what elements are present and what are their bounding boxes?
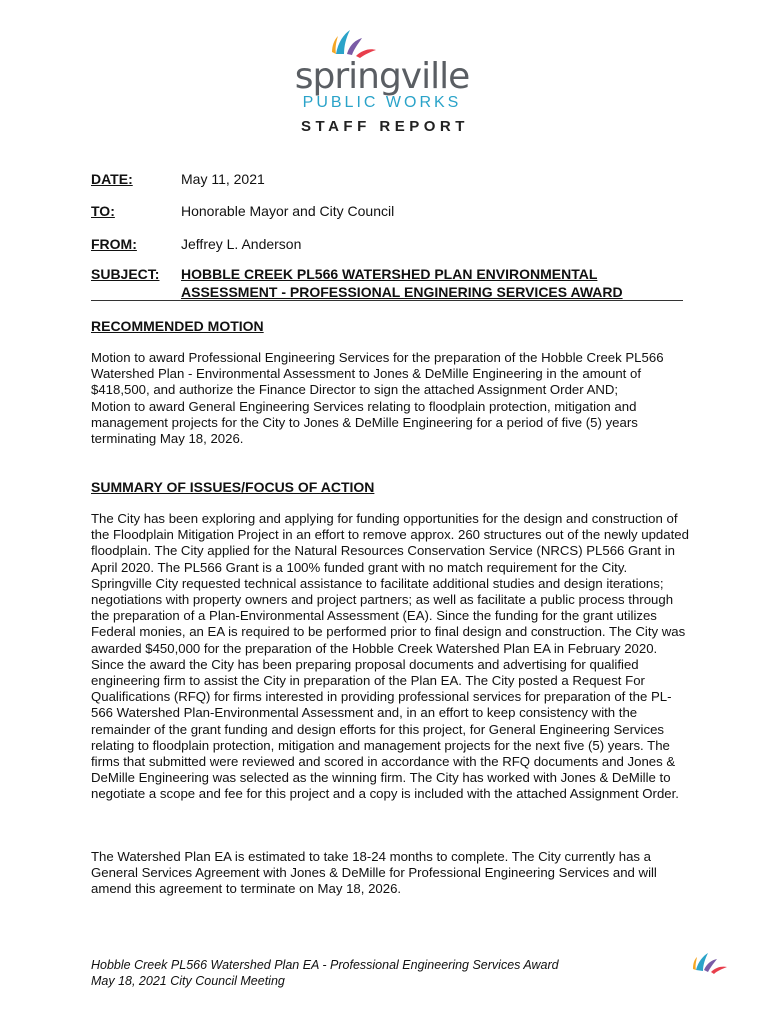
to-label: TO: <box>91 203 115 219</box>
subject-label: SUBJECT: <box>91 266 160 282</box>
header-divider <box>91 300 683 301</box>
logo-subtitle: PUBLIC WORKS <box>302 94 462 111</box>
subject-value <box>181 265 651 301</box>
from-value: Jeffrey L. Anderson <box>181 236 302 252</box>
subject-line-1: HOBBLE CREEK PL566 WATERSHED PLAN ENVIRONMENTAL <box>181 266 598 282</box>
springville-logo <box>292 24 482 114</box>
summary-paragraph-2: The Watershed Plan EA is estimated to take 18-24 months to complete. The City currently has a General Services Agreement with Jones & DeMille for Professional Engineering Services and will amend this agreement to terminate on May 18, 2026. <box>91 849 657 897</box>
summary-paragraph-1: The City has been exploring and applying for funding opportunities for the design and construction of the Floodplain Mitigation Project in an effort to remove approx. 260 structures out of the newly updated floodplain. The City applied for the Natural Resources Conservation Service (NRCS) PL566 Grant in April 2020. The PL566 Grant is a 100% funded grant with no match requirement for the City. Springville City requested technical assistance to facilitate additional studies and design iterations; negotiations with property owners and project partners; as well as facilitate a public process through the preparation of a Plan-Environmental Assessment (EA). Since the funding for the grant utilizes Federal monies, an EA is required to be performed prior to final design and construction. The City was awarded $450,000 for the preparation of the Hobble Creek Watershed Plan EA in February 2020. Since the award the City has been preparing proposal documents and advertising for qualified engineering firm to assist the City in preparation of the Plan EA. The City posted a Request For Qualifications (RFQ) for firms interested in providing professional services for preparation of the PL-566 Watershed Plan-Environmental Assessment and, in an effort to keep consistency with the remainder of the grant funding and design efforts for this project, for General Engineering Services relating to floodplain protection, mitigation and management projects for the next five (5) years. The firms that submitted were reviewed and scored in accordance with the RFQ documents and Jones & DeMille Engineering was selected as the winning firm. The City has worked with Jones & DeMille to negotiate a scope and fee for this project and a copy is included with the attached Assignment Order. <box>91 511 689 802</box>
from-label: FROM: <box>91 236 137 252</box>
footer-line-1: Hobble Creek PL566 Watershed Plan EA - Professional Engineering Services Award <box>91 958 559 972</box>
report-title: STAFF REPORT <box>301 118 469 135</box>
motion-paragraph-1: Motion to award Professional Engineering Services for the preparation of the Hobble Creek PL566 Watershed Plan - Environmental Assessment to Jones & DeMille Engineering in the amount of $418,500, and authorize the Finance Director to sign the attached Assignment Order AND; <box>91 350 664 398</box>
recommended-motion-heading: RECOMMENDED MOTION <box>91 318 264 334</box>
motion-paragraph-2: Motion to award General Engineering Services relating to floodplain protection, mitigation and management projects for the City to Jones & DeMille Engineering for a period of five (5) years terminating May 18, 2026. <box>91 398 638 447</box>
summary-heading: SUMMARY OF ISSUES/FOCUS OF ACTION <box>91 479 375 495</box>
date-label: DATE: <box>91 171 133 187</box>
footer-line-2: May 18, 2021 City Council Meeting <box>91 974 285 988</box>
logo-splash-icon <box>292 24 472 60</box>
date-value: May 11, 2021 <box>181 171 265 187</box>
recommended-motion-body <box>91 350 691 447</box>
logo-wordmark: springville <box>294 56 470 97</box>
to-value: Honorable Mayor and City Council <box>181 203 395 219</box>
page-footer <box>91 957 559 989</box>
subject-line-2: ASSESSMENT - PROFESSIONAL ENGINERING SERVICES AWARD <box>181 284 623 300</box>
footer-logo-icon <box>690 948 730 974</box>
